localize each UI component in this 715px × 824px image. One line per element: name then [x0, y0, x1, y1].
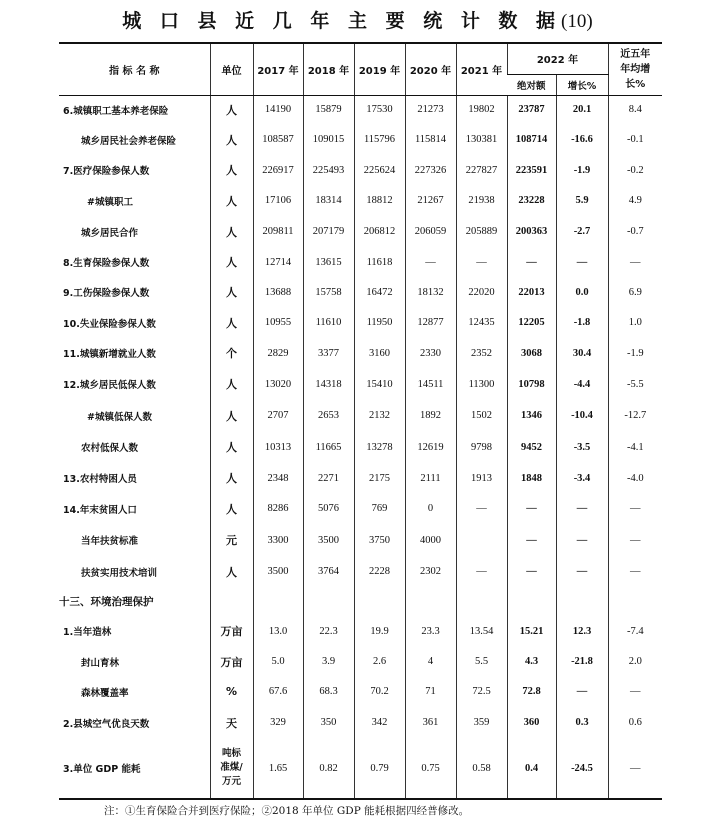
value-2020: 206059 — [405, 216, 456, 247]
header-pct: 增长% — [556, 74, 608, 95]
value-2019: 2.6 — [354, 647, 405, 676]
value-five-year-avg: -0.7 — [608, 216, 662, 247]
value-2022-pct: -24.5 — [556, 738, 608, 799]
row-name: 9.工伤保险参保人数 — [63, 288, 150, 299]
value-2017 — [253, 587, 303, 615]
table-row — [59, 524, 662, 556]
value-2022-abs: 1848 — [507, 463, 556, 493]
value-2019: 13278 — [354, 431, 405, 463]
value-2018 — [303, 587, 354, 615]
value-2022-abs: 15.21 — [507, 615, 556, 647]
value-2022-pct: -4.4 — [556, 368, 608, 400]
row-unit: 人 — [210, 463, 253, 493]
row-unit: 个 — [210, 338, 253, 368]
value-2022-abs: 4.3 — [507, 647, 556, 676]
value-2021: 12435 — [456, 307, 507, 338]
row-unit: 天 — [210, 707, 253, 738]
row-name: 城乡居民社会养老保险 — [81, 135, 177, 147]
value-2022-abs: 360 — [507, 707, 556, 738]
value-2021: 5.5 — [456, 647, 507, 676]
value-five-year-avg: -4.1 — [608, 431, 662, 463]
value-2022-pct: -21.8 — [556, 647, 608, 676]
row-unit: 人 — [210, 124, 253, 155]
value-2020: 227326 — [405, 155, 456, 185]
row-name: 农村低保人数 — [81, 443, 139, 454]
value-2020: 1892 — [405, 400, 456, 431]
value-2022-pct: 0.0 — [556, 277, 608, 307]
table-row — [59, 676, 662, 707]
value-2021: 22020 — [456, 277, 507, 307]
value-2022-pct: -3.5 — [556, 431, 608, 463]
value-2018: 15879 — [303, 95, 354, 124]
header-five-year-avg-line3: 长% — [625, 78, 646, 90]
table-body — [59, 95, 662, 799]
value-2017: 2707 — [253, 400, 303, 431]
header-2020: 2020 年 — [405, 43, 456, 95]
row-unit: % — [210, 676, 253, 707]
header-2017: 2017 年 — [253, 43, 303, 95]
value-five-year-avg: -0.1 — [608, 124, 662, 155]
value-2020: 4 — [405, 647, 456, 676]
table-row — [59, 368, 662, 400]
value-2022-abs: 9452 — [507, 431, 556, 463]
row-name: 城乡居民合作 — [81, 227, 139, 239]
value-2021: 359 — [456, 707, 507, 738]
value-2022-pct: -1.8 — [556, 307, 608, 338]
value-2020 — [405, 587, 456, 615]
value-2019: 115796 — [354, 124, 405, 155]
value-2019: 18812 — [354, 185, 405, 216]
value-2021: 2352 — [456, 338, 507, 368]
value-2019: 0.79 — [354, 738, 405, 799]
row-unit: 万亩 — [210, 615, 253, 647]
row-name: #城镇低保人数 — [87, 411, 152, 423]
value-2018: 15758 — [303, 277, 354, 307]
value-2022-pct: — — [556, 493, 608, 524]
value-2022-pct: 20.1 — [556, 95, 608, 124]
value-2019: 2228 — [354, 556, 405, 587]
value-2022-pct: -10.4 — [556, 400, 608, 431]
value-five-year-avg — [608, 587, 662, 615]
value-2022-abs: 0.4 — [507, 738, 556, 799]
value-five-year-avg: — — [608, 247, 662, 277]
value-2018: 0.82 — [303, 738, 354, 799]
value-2021: 9798 — [456, 431, 507, 463]
value-2019: 342 — [354, 707, 405, 738]
row-unit: 人 — [210, 493, 253, 524]
row-unit: 人 — [210, 277, 253, 307]
table-row — [59, 615, 662, 647]
row-name: 封山育林 — [81, 657, 120, 669]
row-unit: 人 — [210, 368, 253, 400]
table-row — [59, 277, 662, 307]
value-2017: 226917 — [253, 155, 303, 185]
value-2022-pct: -2.7 — [556, 216, 608, 247]
row-unit-line: 吨标 — [221, 748, 241, 759]
value-2018: 5076 — [303, 493, 354, 524]
header-2022: 2022 年 — [507, 43, 608, 74]
row-name: #城镇职工 — [87, 196, 133, 208]
value-2021: 130381 — [456, 124, 507, 155]
table-row — [59, 95, 662, 124]
value-2020: 2302 — [405, 556, 456, 587]
value-2021: 1502 — [456, 400, 507, 431]
table-row — [59, 247, 662, 277]
value-2017: 2829 — [253, 338, 303, 368]
value-2018: 2653 — [303, 400, 354, 431]
value-2021: — — [456, 493, 507, 524]
value-2022-pct: — — [556, 676, 608, 707]
value-2022-abs: 12205 — [507, 307, 556, 338]
value-2017: 14190 — [253, 95, 303, 124]
value-2022-abs: 72.8 — [507, 676, 556, 707]
value-2018: 3764 — [303, 556, 354, 587]
row-unit: 人 — [210, 247, 253, 277]
value-2018: 13615 — [303, 247, 354, 277]
value-2022-abs: — — [507, 556, 556, 587]
value-2020: 0.75 — [405, 738, 456, 799]
value-2019: 2132 — [354, 400, 405, 431]
value-2022-abs: — — [507, 524, 556, 556]
value-five-year-avg: -4.0 — [608, 463, 662, 493]
value-2022-abs: — — [507, 247, 556, 277]
value-five-year-avg: 1.0 — [608, 307, 662, 338]
value-2019: 206812 — [354, 216, 405, 247]
value-2022-abs: — — [507, 493, 556, 524]
value-five-year-avg: — — [608, 738, 662, 799]
value-2017: 17106 — [253, 185, 303, 216]
value-2019: 11950 — [354, 307, 405, 338]
value-2021: 13.54 — [456, 615, 507, 647]
value-2021: 0.58 — [456, 738, 507, 799]
value-2020: 2330 — [405, 338, 456, 368]
table-row — [59, 307, 662, 338]
value-2019: 3750 — [354, 524, 405, 556]
value-2018: 18314 — [303, 185, 354, 216]
value-2022-abs: 10798 — [507, 368, 556, 400]
statistics-table — [59, 42, 662, 800]
value-2019: 11618 — [354, 247, 405, 277]
value-2020: 18132 — [405, 277, 456, 307]
row-name: 8.生育保险参保人数 — [63, 258, 150, 269]
table-row — [59, 493, 662, 524]
value-2021 — [456, 524, 507, 556]
value-2021: 227827 — [456, 155, 507, 185]
value-2017: 209811 — [253, 216, 303, 247]
value-2022-abs: 223591 — [507, 155, 556, 185]
value-2022-pct: 5.9 — [556, 185, 608, 216]
title-number: (10) — [561, 11, 593, 32]
row-name: 10.失业保险参保人数 — [63, 318, 156, 330]
value-2022-pct: -3.4 — [556, 463, 608, 493]
value-2022-abs: 23787 — [507, 95, 556, 124]
value-2022-pct — [556, 587, 608, 615]
table-row — [59, 124, 662, 155]
value-2018: 11665 — [303, 431, 354, 463]
table-row — [59, 216, 662, 247]
header-2019: 2019 年 — [354, 43, 405, 95]
value-2019: 16472 — [354, 277, 405, 307]
value-five-year-avg: 4.9 — [608, 185, 662, 216]
value-2018: 207179 — [303, 216, 354, 247]
value-2017: 10313 — [253, 431, 303, 463]
value-2019: 17530 — [354, 95, 405, 124]
header-unit: 单位 — [210, 43, 253, 95]
header-five-year-avg — [608, 43, 662, 95]
value-2018: 3.9 — [303, 647, 354, 676]
value-2020: 4000 — [405, 524, 456, 556]
table-row — [59, 431, 662, 463]
value-2020: 12877 — [405, 307, 456, 338]
value-2018: 3500 — [303, 524, 354, 556]
value-2020: 14511 — [405, 368, 456, 400]
value-2018: 14318 — [303, 368, 354, 400]
value-2019: 769 — [354, 493, 405, 524]
row-unit — [210, 738, 253, 799]
value-2017: 12714 — [253, 247, 303, 277]
value-2021: 205889 — [456, 216, 507, 247]
value-five-year-avg: -1.9 — [608, 338, 662, 368]
header-five-year-avg-line1: 近五年 — [620, 48, 651, 60]
value-2022-abs: 23228 — [507, 185, 556, 216]
table-row — [59, 185, 662, 216]
value-2022-abs: 108714 — [507, 124, 556, 155]
value-five-year-avg: 0.6 — [608, 707, 662, 738]
value-2022-abs: 22013 — [507, 277, 556, 307]
table-row — [59, 738, 662, 799]
value-2020: 71 — [405, 676, 456, 707]
value-2017: 10955 — [253, 307, 303, 338]
row-unit: 人 — [210, 400, 253, 431]
footnote: 注：①生育保险合并到医疗保险；②2018 年单位 GDP 能耗根据四经普修改。 — [104, 805, 470, 817]
value-2019: 3160 — [354, 338, 405, 368]
table-row — [59, 463, 662, 493]
value-2019: 15410 — [354, 368, 405, 400]
value-2017: 3500 — [253, 556, 303, 587]
value-2020: 12619 — [405, 431, 456, 463]
row-unit: 人 — [210, 216, 253, 247]
row-name: 3.单位 GDP 能耗 — [59, 738, 210, 799]
value-five-year-avg: -5.5 — [608, 368, 662, 400]
value-2020: 23.3 — [405, 615, 456, 647]
value-2021: — — [456, 247, 507, 277]
value-2022-pct: -16.6 — [556, 124, 608, 155]
value-2021: 19802 — [456, 95, 507, 124]
value-2017: 3300 — [253, 524, 303, 556]
header-2018: 2018 年 — [303, 43, 354, 95]
value-2022-abs: 1346 — [507, 400, 556, 431]
value-2021: — — [456, 556, 507, 587]
value-five-year-avg: -12.7 — [608, 400, 662, 431]
value-2022-pct: -1.9 — [556, 155, 608, 185]
value-2022-abs: 3068 — [507, 338, 556, 368]
value-2018: 68.3 — [303, 676, 354, 707]
value-2021: 72.5 — [456, 676, 507, 707]
value-2019: 225624 — [354, 155, 405, 185]
value-five-year-avg: -0.2 — [608, 155, 662, 185]
value-2017: 13.0 — [253, 615, 303, 647]
value-2020: 0 — [405, 493, 456, 524]
row-name: 森林覆盖率 — [81, 687, 129, 699]
value-five-year-avg: — — [608, 524, 662, 556]
value-2021: 21938 — [456, 185, 507, 216]
value-2019 — [354, 587, 405, 615]
value-2018: 225493 — [303, 155, 354, 185]
row-unit-line: 万元 — [221, 776, 241, 787]
value-2020: 21273 — [405, 95, 456, 124]
value-2018: 350 — [303, 707, 354, 738]
value-five-year-avg: 8.4 — [608, 95, 662, 124]
value-2022-pct: — — [556, 524, 608, 556]
value-2020: 115814 — [405, 124, 456, 155]
page-title — [0, 6, 715, 33]
table-row — [59, 587, 662, 615]
row-name: 6.城镇职工基本养老保险 — [63, 105, 169, 117]
row-name: 当年扶贫标准 — [81, 536, 139, 547]
table-row — [59, 707, 662, 738]
row-unit: 元 — [210, 524, 253, 556]
value-2020: 361 — [405, 707, 456, 738]
header-abs: 绝对额 — [507, 74, 556, 95]
row-unit: 人 — [210, 155, 253, 185]
table-row — [59, 556, 662, 587]
row-name: 14.年末贫困人口 — [63, 504, 137, 516]
row-unit: 人 — [210, 556, 253, 587]
value-2022-pct: 30.4 — [556, 338, 608, 368]
value-2018: 2271 — [303, 463, 354, 493]
table-row — [59, 338, 662, 368]
row-unit — [210, 587, 253, 615]
row-name: 11.城镇新增就业人数 — [63, 349, 156, 360]
value-2017: 8286 — [253, 493, 303, 524]
value-2021: 1913 — [456, 463, 507, 493]
row-name: 2.县城空气优良天数 — [63, 718, 150, 730]
value-five-year-avg: 2.0 — [608, 647, 662, 676]
row-name: 7.医疗保险参保人数 — [63, 166, 150, 177]
value-2020: — — [405, 247, 456, 277]
value-2022-abs — [507, 587, 556, 615]
row-unit: 人 — [210, 307, 253, 338]
value-five-year-avg: -7.4 — [608, 615, 662, 647]
value-2018: 11610 — [303, 307, 354, 338]
value-2018: 109015 — [303, 124, 354, 155]
value-2019: 19.9 — [354, 615, 405, 647]
row-unit: 人 — [210, 431, 253, 463]
row-unit: 人 — [210, 95, 253, 124]
value-2022-pct: — — [556, 556, 608, 587]
header-five-year-avg-line2: 年均增 — [620, 63, 651, 75]
value-five-year-avg: — — [608, 493, 662, 524]
value-2022-pct: — — [556, 247, 608, 277]
value-2017: 13020 — [253, 368, 303, 400]
row-unit: 人 — [210, 185, 253, 216]
table-row — [59, 155, 662, 185]
value-2018: 22.3 — [303, 615, 354, 647]
title-text: 城 口 县 近 几 年 主 要 统 计 数 据 — [122, 10, 562, 32]
header-2021: 2021 年 — [456, 43, 507, 95]
value-five-year-avg: 6.9 — [608, 277, 662, 307]
value-2022-pct: 12.3 — [556, 615, 608, 647]
value-2021: 11300 — [456, 368, 507, 400]
value-2020: 2111 — [405, 463, 456, 493]
value-2017: 13688 — [253, 277, 303, 307]
row-name: 13.农村特困人员 — [63, 474, 137, 485]
value-2017: 2348 — [253, 463, 303, 493]
table-row — [59, 400, 662, 431]
value-2022-abs: 200363 — [507, 216, 556, 247]
header-name: 指 标 名 称 — [59, 43, 210, 95]
value-2018: 3377 — [303, 338, 354, 368]
value-five-year-avg: — — [608, 556, 662, 587]
value-2017: 108587 — [253, 124, 303, 155]
value-2019: 2175 — [354, 463, 405, 493]
row-name: 十三、环境治理保护 — [59, 595, 154, 608]
value-2017: 329 — [253, 707, 303, 738]
value-five-year-avg: — — [608, 676, 662, 707]
value-2020: 21267 — [405, 185, 456, 216]
value-2022-pct: 0.3 — [556, 707, 608, 738]
row-name: 1.当年造林 — [63, 627, 112, 638]
row-unit-line: 准煤/ — [220, 762, 243, 773]
value-2017: 5.0 — [253, 647, 303, 676]
table-row — [59, 647, 662, 676]
value-2021 — [456, 587, 507, 615]
row-unit: 万亩 — [210, 647, 253, 676]
row-name: 扶贫实用技术培训 — [81, 567, 158, 579]
row-name: 12.城乡居民低保人数 — [63, 380, 156, 391]
value-2017: 1.65 — [253, 738, 303, 799]
value-2019: 70.2 — [354, 676, 405, 707]
value-2017: 67.6 — [253, 676, 303, 707]
